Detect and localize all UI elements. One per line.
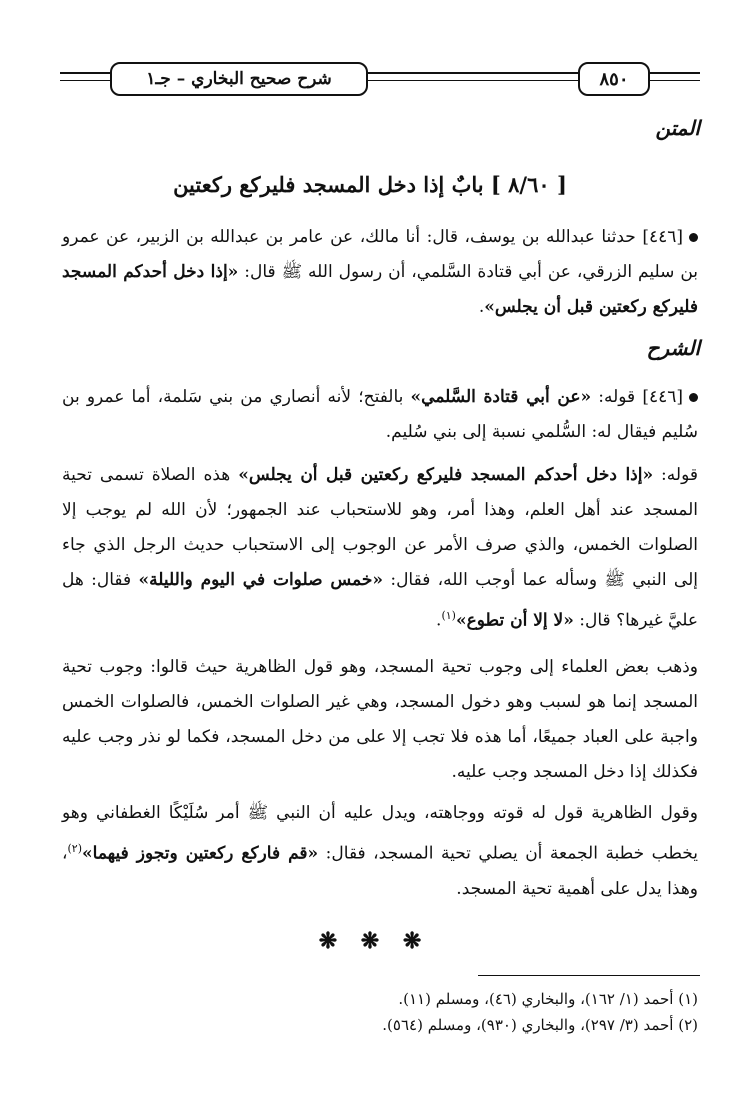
footnote-ref-2[interactable]: (٢): [67, 842, 83, 855]
sharh-p2-quote-1: «إذا دخل أحدكم المسجد فليركع ركعتين قبل أن يجلس»: [238, 465, 654, 485]
footnote-divider: [478, 975, 700, 976]
header-rule-middle-thin: [368, 80, 578, 81]
sharh-number: [٤٤٦]: [642, 387, 684, 407]
sharh-p2-text-1: هذه الصلاة تسمى تحية المسجد عند أهل العلم، وهذا أمر، وهو للاستحباب عند الجمهور؛ لأن الله لم يوجب إلا الصلوات الخمس، والذي صرف الأمر عن الوجوب إلى الاستحباب حديث الرجل الذي جاء إلى النبي ﷺ وسأله عما أوجب الله، فقال:: [62, 465, 698, 590]
hadith-paragraph: [62, 220, 698, 325]
header-rule-middle: [368, 72, 578, 74]
hadith-text: حدثنا عبدالله بن يوسف، قال: أنا مالك، عن عامر بن عبدالله بن الزبير، عن عمرو بن سليم الزرقي، عن أبي قتادة السَّلمي، أن رسول الله ﷺ قال:: [62, 227, 698, 282]
header-rule-left: [60, 72, 110, 74]
bullet-icon: [689, 393, 698, 402]
page-number: ٨٥٠: [578, 62, 650, 96]
sharh-p2-end: .: [436, 610, 442, 631]
matn-label: المتن: [655, 116, 700, 140]
hadith-number: [٤٤٦]: [642, 227, 683, 247]
sharh-p2-quote-3: «لا إلا أن تطوع»: [455, 610, 574, 631]
header-rule-right: [650, 72, 700, 74]
sharh-p4-text-2: ، وهذا يدل على أهمية تحية المسجد.: [62, 843, 698, 899]
sharh-paragraph-4: [62, 796, 698, 907]
book-title: شرح صحيح البخاري – جـ١: [110, 62, 368, 96]
sharh-label: الشرح: [646, 336, 700, 360]
footnote-1: (١) أحمد (١/ ١٦٢)، والبخاري (٤٦)، ومسلم (١١).: [398, 990, 698, 1008]
header-rule-left-thin: [60, 80, 110, 81]
sharh-p2-text-2: فقال: هل عليَّ غيرها؟ قال:: [62, 570, 698, 631]
footnote-2: (٢) أحمد (٣/ ٢٩٧)، والبخاري (٩٣٠)، ومسلم (٥٦٤).: [382, 1016, 698, 1034]
sharh-paragraph-1: [62, 380, 698, 450]
chapter-heading: [ ٨/٦٠ ] بابٌ إذا دخل المسجد فليركع ركعتين: [173, 172, 567, 197]
footnote-ref-1[interactable]: (١): [441, 609, 456, 622]
bullet-icon: [689, 233, 698, 242]
hadith-end: .: [478, 297, 485, 317]
sharh-p4-text-1: وقول الظاهرية قول له قوته ووجاهته، ويدل عليه أن النبي ﷺ أمر سُلَيْكًا الغطفاني وهو يخطب خطبة الجمعة أن يصلي تحية المسجد، فقال:: [62, 803, 698, 864]
section-separator: ❋ ❋ ❋: [318, 928, 430, 954]
sharh-p1-quote: «عن أبي قتادة السَّلمي»: [410, 387, 592, 407]
header-rule-right-thin: [650, 80, 700, 81]
sharh-p2-intro: قوله:: [653, 465, 698, 485]
sharh-paragraph-3: وذهب بعض العلماء إلى وجوب تحية المسجد، وهو قول الظاهرية حيث قالوا: وجوب تحية المسجد إنما هو لسبب وهو دخول المسجد، وهي غير الصلوات الخمس، فالصلوات الخمس واجبة على العباد جميعًا، أما هذه فلا تجب إلا على من دخل المسجد، فكما لو نذر وجب عليه فكذلك إذا دخل المسجد وجب عليه.: [62, 657, 698, 782]
sharh-p2-quote-2: «خمس صلوات في اليوم والليلة»: [138, 570, 384, 590]
sharh-p4-quote: «قم فاركع ركعتين وتجوز فيهما»: [82, 843, 319, 864]
sharh-paragraph-2: [62, 458, 698, 639]
page-header: [60, 58, 700, 102]
hadith-matn-bold: «إذا دخل أحدكم المسجد فليركع ركعتين قبل أن يجلس»: [62, 262, 698, 317]
sharh-p1-intro: قوله:: [591, 387, 636, 407]
sharh-p1-text: بالفتح؛ لأنه أنصاري من بني سَلمة، أما عمرو بن سُليم فيقال له: السُّلمي نسبة إلى بني سُليم.: [62, 387, 698, 442]
